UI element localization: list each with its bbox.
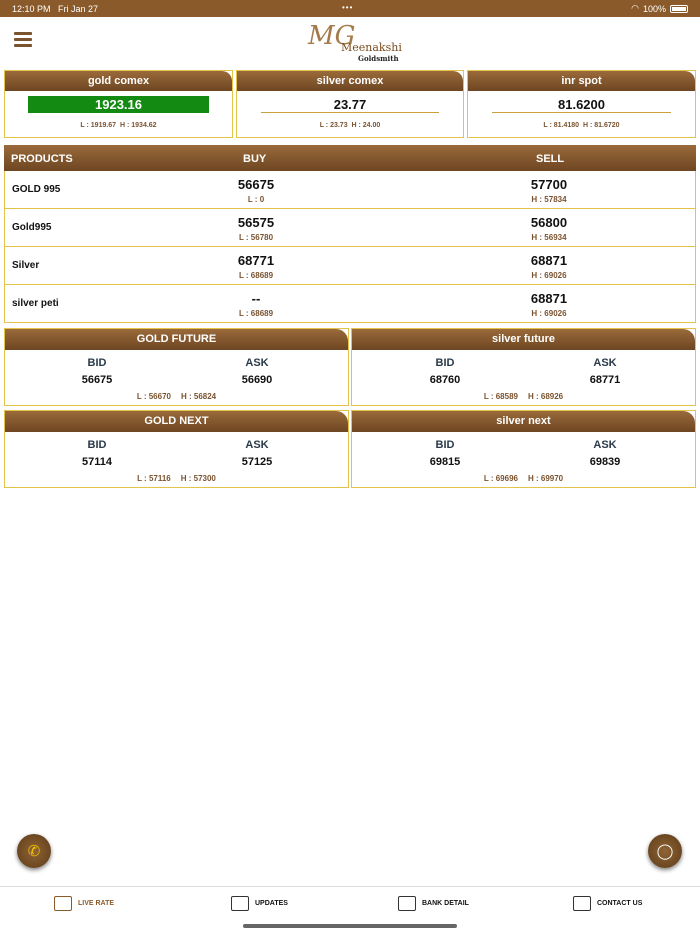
future-card-silver-future [351,328,696,406]
future-low-high: L : 68589 H : 68926 [483,392,564,401]
product-name: Silver [12,260,40,271]
future-low-high: L : 56670 H : 56824 [136,392,217,401]
wifi-icon: ◠ [631,3,639,13]
spot-value: 81.6200 [492,96,671,113]
spot-value: 23.77 [261,96,439,113]
ask-value: 68771 [589,374,621,386]
table-row[interactable] [4,285,696,323]
bid-value: 68760 [429,374,461,386]
spot-low-high: L : 1919.67 H : 1934.62 [80,122,157,129]
ask-label: ASK [593,439,617,451]
ask-label: ASK [245,357,269,369]
ask-value: 56690 [241,374,273,386]
spot-low-high: L : 23.73 H : 24.00 [319,122,381,129]
calculator-icon [231,896,249,911]
future-card-gold-future [4,328,349,406]
sell-cell: 57700 H : 57834 [530,177,568,204]
product-name: silver peti [12,298,59,309]
header-buy: BUY [243,153,267,165]
battery-icon [670,5,688,13]
bid-value: 57114 [82,456,112,468]
bid-label: BID [87,439,107,451]
tab-updates[interactable]: UPDATES [231,896,288,911]
table-row[interactable] [4,209,696,247]
sell-cell: 68871 H : 69026 [530,253,568,280]
buy-cell: 68771 L : 68689 [237,253,275,280]
battery-percent: 100% [642,3,666,14]
table-row[interactable] [4,171,696,209]
spot-title: gold comex [5,71,232,91]
status-time-date: 12:10 PM Fri Jan 27 [12,3,99,14]
ask-value: 69839 [589,456,621,468]
ask-label: ASK [245,439,269,451]
bid-label: BID [87,357,107,369]
bid-label: BID [435,439,455,451]
spot-card-gold-comex [4,70,233,138]
status-bar [0,0,700,17]
header-products: PRODUCTS [11,153,73,165]
spot-value: 1923.16 [28,96,209,113]
product-name: Gold995 [12,222,52,233]
bid-value: 69815 [429,456,461,468]
ask-label: ASK [593,357,617,369]
tab-contact-us[interactable]: CONTACT US [573,896,642,911]
spot-card-inr-spot [467,70,696,138]
products-table [4,145,696,323]
whatsapp-button[interactable] [648,834,682,868]
future-title: GOLD FUTURE [5,329,348,350]
brand-logo: MG Meenakshi Goldsmith [308,21,402,63]
bid-label: BID [435,357,455,369]
tab-live-rate[interactable]: LIVE RATE [54,896,114,911]
products-table-header [4,145,696,171]
header-sell: SELL [536,153,565,165]
buy-cell: 56675 L : 0 [237,177,275,204]
chart-bars-icon [54,896,72,911]
multitask-dots[interactable]: ••• [342,3,354,12]
future-title: silver future [352,329,695,350]
buy-cell: 56575 L : 56780 [237,215,275,242]
table-row[interactable] [4,247,696,285]
hamburger-menu-icon[interactable] [14,32,32,48]
future-low-high: L : 69696 H : 69970 [483,474,564,483]
spot-title: inr spot [468,71,695,91]
bank-icon [398,896,416,911]
contact-card-icon [573,896,591,911]
call-button[interactable] [17,834,51,868]
product-name: GOLD 995 [12,184,61,195]
future-low-high: L : 57116 H : 57300 [137,474,216,483]
whatsapp-icon: ◯ [656,843,674,860]
future-card-silver-next [351,410,696,488]
phone-icon: ✆ [27,843,41,860]
tab-bank-detail[interactable]: BANK DETAIL [398,896,469,911]
future-title: silver next [352,411,695,432]
spot-card-silver-comex [236,70,464,138]
spot-low-high: L : 81.4180 H : 81.6720 [543,122,620,129]
bid-value: 56675 [81,374,113,386]
home-indicator[interactable] [243,924,457,928]
buy-cell: -- L : 68689 [238,291,274,318]
app-header [0,17,700,67]
sell-cell: 56800 H : 56934 [530,215,568,242]
status-right [631,3,688,14]
sell-cell: 68871 H : 69026 [530,291,568,318]
future-card-gold-next [4,410,349,488]
future-title: GOLD NEXT [5,411,348,432]
ask-value: 57125 [241,456,273,468]
spot-title: silver comex [237,71,463,91]
